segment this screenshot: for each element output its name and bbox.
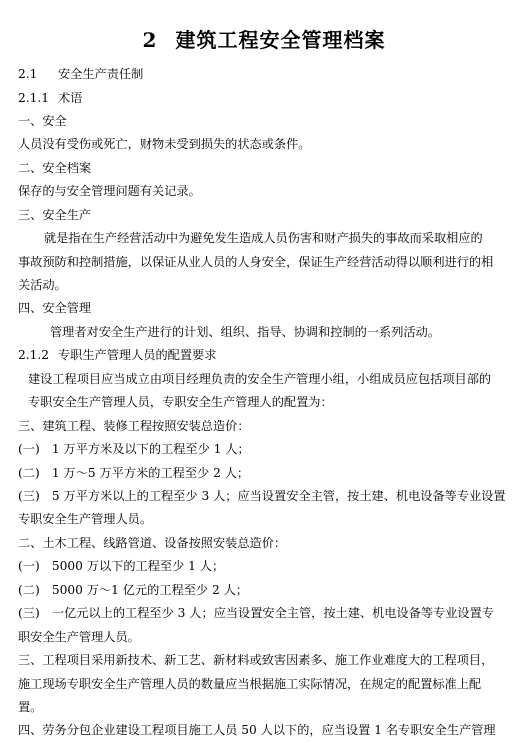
paragraph-line: 就是指在生产经营活动中为避免发生造成人员伤害和财产损失的事故而采取相应的 bbox=[44, 231, 483, 245]
term-heading: 二、安全档案 bbox=[18, 161, 92, 175]
list-item: (一) 5000 万以下的工程至少 1 人； bbox=[18, 559, 225, 573]
paragraph-line: 事故预防和控制措施，以保证从业人员的人身安全，保证生产经营活动得以顺利进行的相 bbox=[18, 255, 494, 269]
subsection-heading: 2.1.2 专职生产管理人员的配置要求 bbox=[18, 348, 217, 362]
term-heading: 四、安全管理 bbox=[18, 301, 92, 315]
paragraph-line: 施工现场专职安全生产管理人员的数量应当根据施工实际情况，在规定的配置标准上配 bbox=[18, 677, 482, 691]
list-item: (一) 1 万平方米及以下的工程至少 1 人； bbox=[18, 442, 250, 456]
paragraph-line: 三、工程项目采用新技术、新工艺、新材料或致害因素多、施工作业难度大的工程项目， bbox=[18, 653, 494, 667]
paragraph-line: 专职安全生产管理人员。 bbox=[18, 512, 153, 526]
paragraph-line: 人员没有受伤或死亡，财物未受到损失的状态或条件。 bbox=[18, 137, 311, 151]
term-heading: 一、安全 bbox=[18, 114, 67, 128]
list-heading: 三、建筑工程、装修工程按照安装总造价： bbox=[18, 419, 250, 433]
section-heading: 2.1 安全生产责任制 bbox=[18, 67, 144, 81]
subsection-heading: 2.1.1 术语 bbox=[18, 91, 83, 105]
paragraph-line: 职安全生产管理人员。 bbox=[18, 630, 140, 644]
paragraph-line: 专职安全生产管理人员，专职安全生产管理人的配置为： bbox=[28, 395, 333, 409]
paragraph-line: 四、劳务分包企业建设工程项目施工人员 50 人以下的，应当设置 1 名专职安全生产管理 bbox=[18, 723, 496, 737]
list-heading: 二、土木工程、线路管道、设备按照安装总造价： bbox=[18, 536, 287, 550]
paragraph-line: 置。 bbox=[18, 700, 43, 714]
paragraph-line: 保存的与安全管理问题有关记录。 bbox=[18, 184, 201, 198]
document-title bbox=[0, 24, 528, 53]
chapter-number: 2 bbox=[142, 28, 158, 52]
list-item: (三) 一亿元以上的工程至少 3 人；应当设置安全主管，按土建、机电设备等专业设置专 bbox=[18, 606, 494, 620]
list-item: (三) 5 万平方米以上的工程至少 3 人；应当设置安全主管，按土建、机电设备等专业设置 bbox=[18, 489, 506, 503]
chapter-title: 建筑工程安全管理档案 bbox=[175, 28, 386, 52]
paragraph-line: 建设工程项目应当成立由项目经理负责的安全生产管理小组，小组成员应包括项目部的 bbox=[28, 372, 492, 386]
list-item: (二) 5000 万～1 亿元的工程至少 2 人； bbox=[18, 583, 248, 597]
paragraph-line: 管理者对安全生产进行的计划、组织、指导、协调和控制的一系列活动。 bbox=[50, 325, 440, 339]
paragraph-line: 关活动。 bbox=[18, 278, 67, 292]
term-heading: 三、安全生产 bbox=[18, 208, 92, 222]
list-item: (二) 1 万～5 万平方米的工程至少 2 人； bbox=[18, 466, 250, 480]
